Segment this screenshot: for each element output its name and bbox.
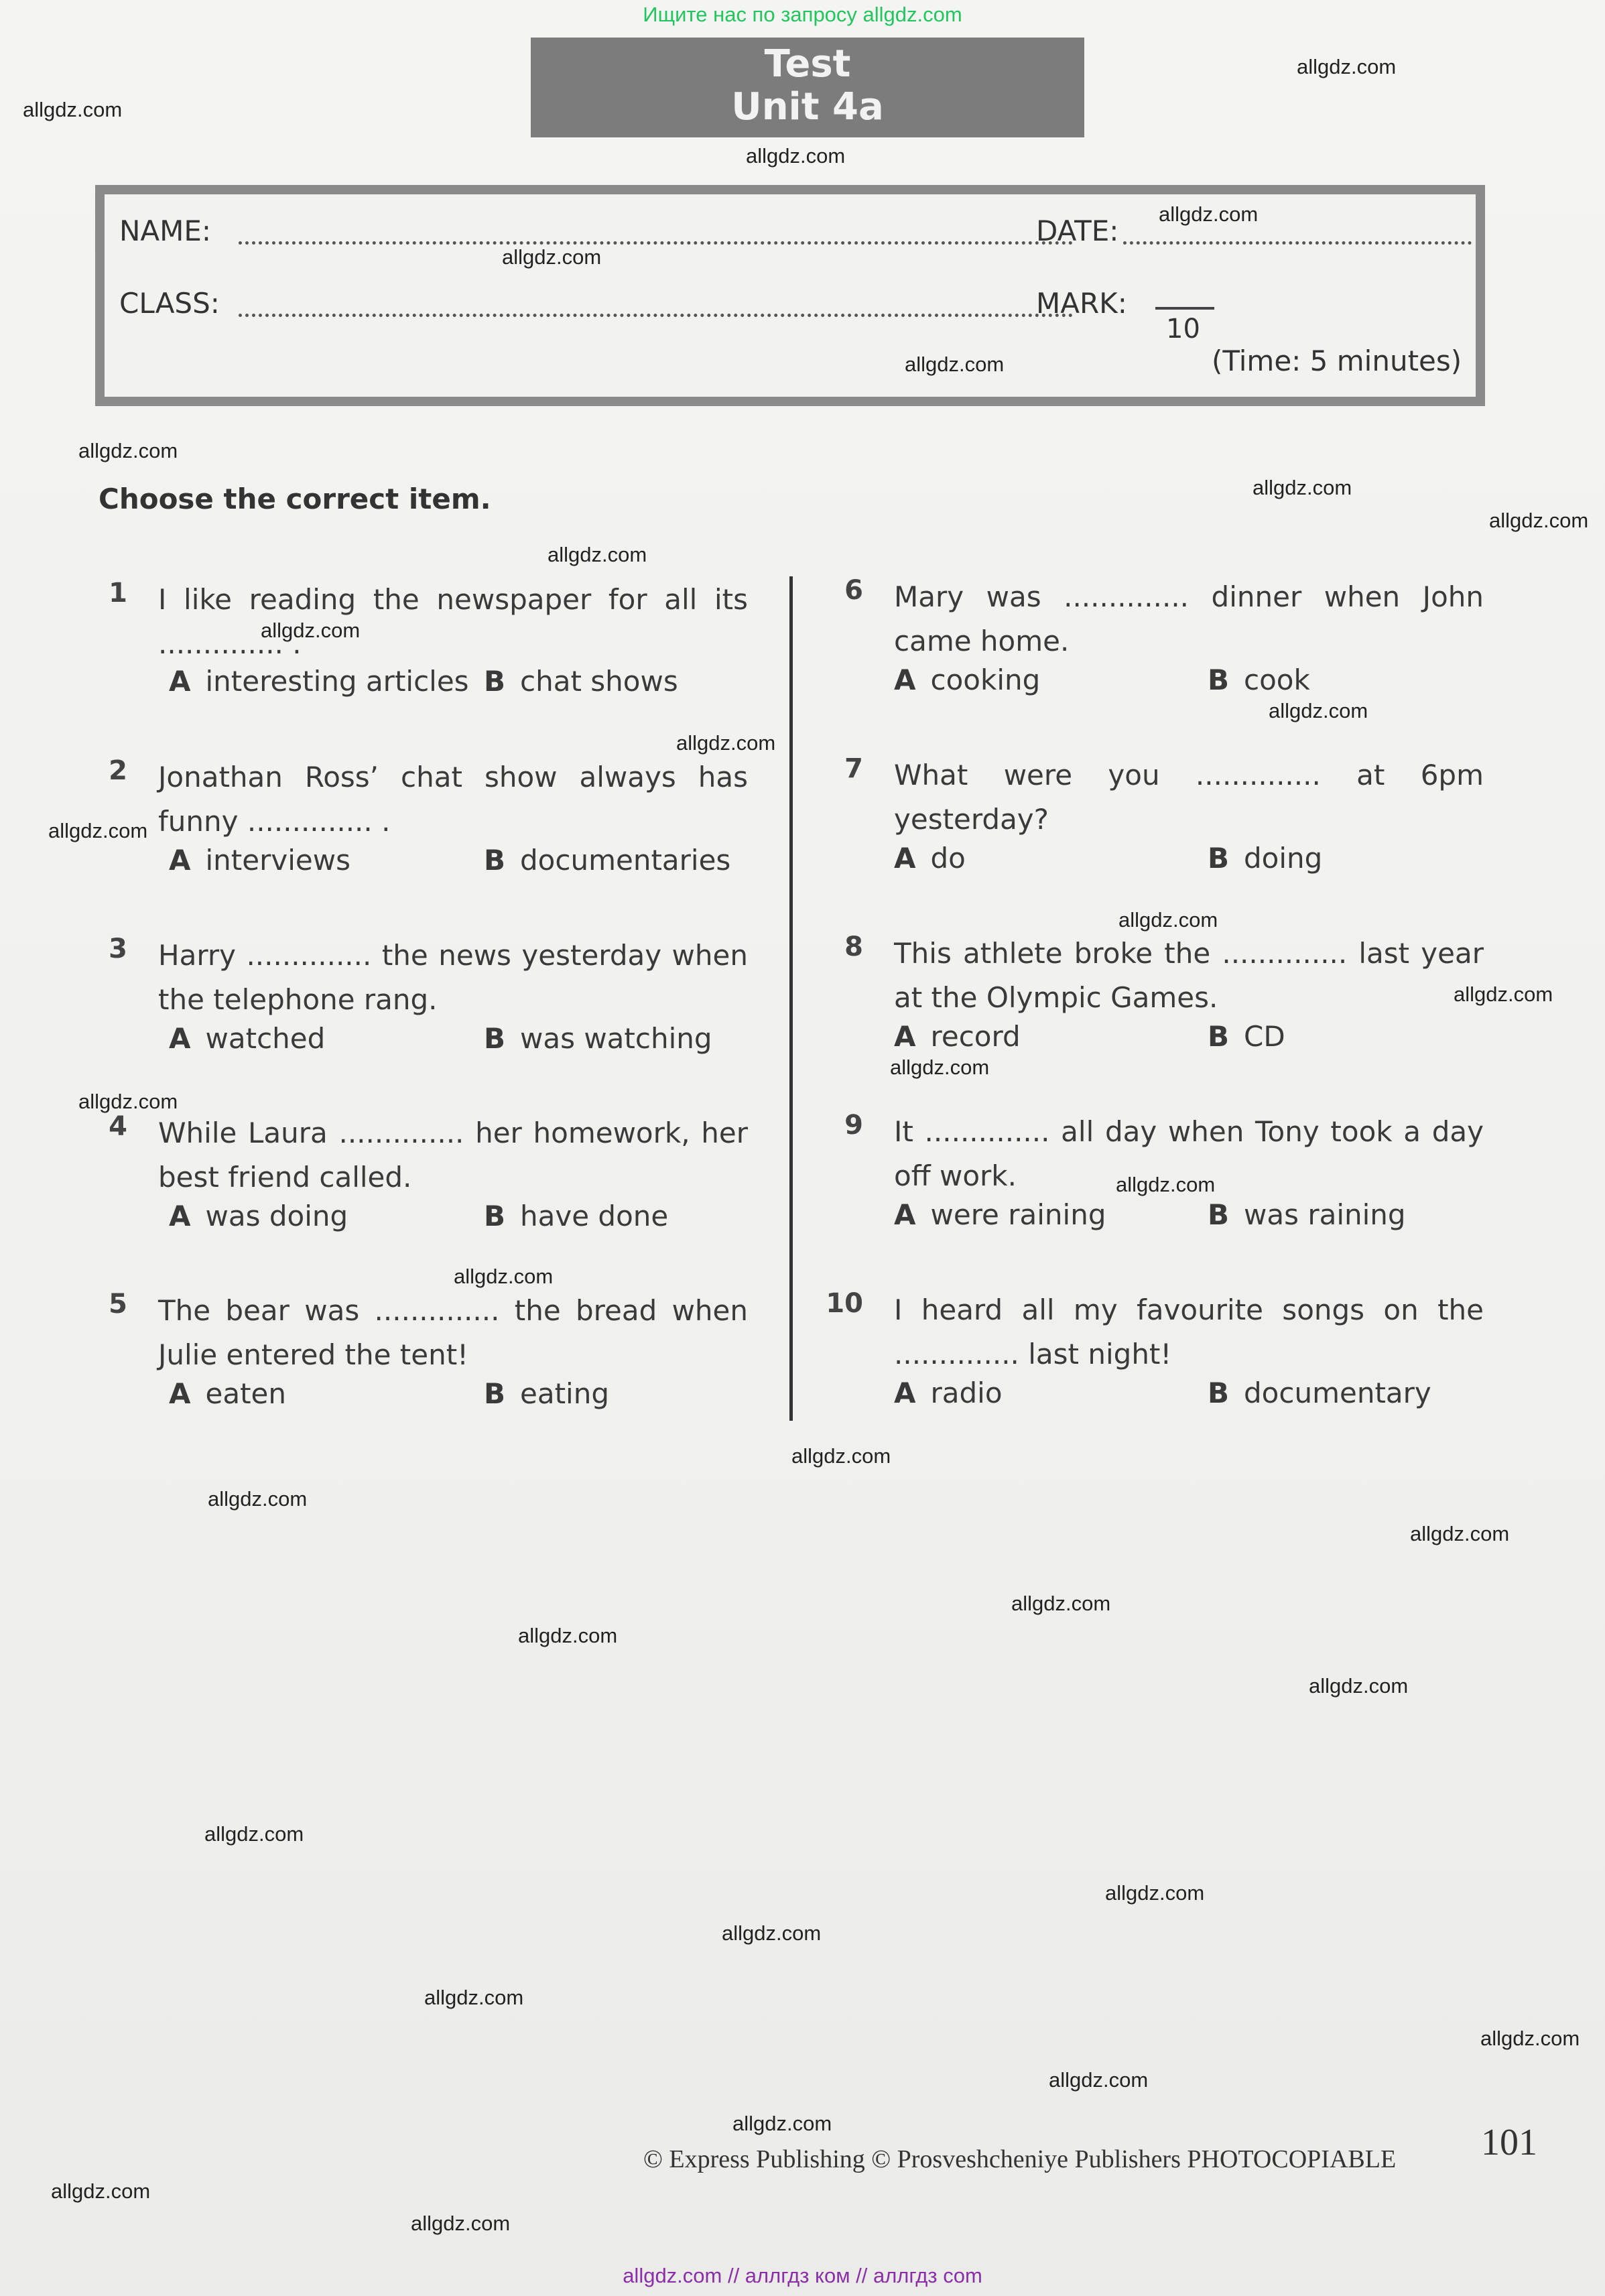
- option-letter: A: [894, 842, 916, 875]
- option-b[interactable]: [1208, 1198, 1406, 1231]
- option-text: eating: [520, 1377, 610, 1410]
- watermark: allgdz.com: [1309, 1674, 1409, 1698]
- option-text: cooking: [930, 663, 1041, 696]
- page-number: 101: [1481, 2122, 1537, 2163]
- option-text: record: [930, 1020, 1021, 1053]
- question-number: 2: [109, 755, 127, 786]
- watermark: allgdz.com: [1454, 982, 1553, 1006]
- watermark: allgdz.com: [78, 439, 178, 462]
- option-letter: B: [484, 1022, 506, 1055]
- question-number: 4: [109, 1111, 127, 1142]
- option-text: do: [930, 842, 966, 875]
- mark-field[interactable]: [1155, 307, 1214, 310]
- instruction-heading: Choose the correct item.: [99, 483, 491, 515]
- option-text: documentaries: [520, 844, 731, 877]
- mark-label: MARK:: [1036, 287, 1127, 320]
- time-note: (Time: 5 minutes): [1212, 344, 1462, 377]
- watermark: allgdz.com: [1049, 2068, 1149, 2092]
- column-divider: [789, 576, 793, 1421]
- date-field[interactable]: [1123, 241, 1472, 245]
- watermark: allgdz.com: [722, 1921, 822, 1945]
- option-text: eaten: [205, 1377, 287, 1410]
- watermark: allgdz.com: [23, 98, 123, 121]
- watermark: allgdz.com: [1253, 476, 1352, 499]
- option-letter: B: [484, 844, 506, 877]
- option-a[interactable]: [169, 844, 350, 877]
- watermark: allgdz.com: [732, 2112, 832, 2135]
- watermark: allgdz.com: [548, 543, 647, 566]
- option-letter: A: [169, 665, 191, 698]
- question-number: 1: [109, 578, 127, 609]
- option-letter: A: [894, 1198, 916, 1231]
- option-a[interactable]: [894, 842, 966, 875]
- option-letter: B: [1208, 1377, 1230, 1409]
- question-number: 6: [844, 575, 863, 606]
- option-letter: A: [169, 1377, 191, 1410]
- question-number: 10: [826, 1288, 863, 1319]
- watermark: allgdz.com: [454, 1265, 554, 1288]
- option-letter: A: [169, 1022, 191, 1055]
- watermark: allgdz.com: [791, 1444, 891, 1468]
- option-text: have done: [520, 1200, 669, 1232]
- mark-denominator: 10: [1166, 314, 1200, 344]
- watermark: allgdz.com: [208, 1487, 308, 1511]
- watermark: allgdz.com: [1297, 55, 1397, 78]
- option-letter: A: [169, 844, 191, 877]
- watermark: allgdz.com: [1480, 2027, 1580, 2050]
- option-b[interactable]: [484, 1200, 668, 1232]
- question-number: 8: [844, 932, 863, 962]
- option-a[interactable]: [169, 1377, 286, 1410]
- option-letter: A: [894, 1377, 916, 1409]
- question-text: This athlete broke the .............. last year at the Olympic Games.: [894, 937, 1484, 1014]
- option-letter: B: [1208, 1198, 1230, 1231]
- watermark: allgdz.com: [204, 1822, 304, 1846]
- option-text: cook: [1244, 663, 1310, 696]
- watermark: allgdz.com: [424, 1986, 524, 2009]
- class-label: CLASS:: [119, 287, 220, 320]
- option-a[interactable]: [894, 1198, 1106, 1231]
- option-a[interactable]: [169, 1200, 348, 1232]
- name-label: NAME:: [119, 214, 212, 247]
- watermark: allgdz.com: [1116, 1173, 1216, 1196]
- watermark: allgdz.com: [746, 144, 846, 168]
- question-text: It .............. all day when Tony took a day off work.: [894, 1115, 1484, 1192]
- option-text: documentary: [1244, 1377, 1431, 1409]
- date-label: DATE:: [1036, 214, 1119, 247]
- option-letter: B: [484, 1200, 506, 1232]
- option-b[interactable]: [1208, 1377, 1431, 1409]
- option-text: was watching: [520, 1022, 712, 1055]
- watermark: allgdz.com: [1489, 509, 1589, 532]
- question-number: 5: [109, 1289, 127, 1320]
- option-a[interactable]: [169, 665, 469, 698]
- student-info-box: [95, 185, 1485, 406]
- option-letter: A: [169, 1200, 191, 1232]
- title-line-2: Unit 4a: [731, 85, 884, 129]
- option-b[interactable]: [484, 1377, 609, 1410]
- option-text: doing: [1244, 842, 1323, 875]
- question-number: 9: [844, 1110, 863, 1141]
- option-letter: A: [894, 1020, 916, 1053]
- option-b[interactable]: [484, 665, 678, 698]
- option-b[interactable]: [484, 844, 730, 877]
- question-text: I heard all my favourite songs on the .............. last night!: [894, 1293, 1484, 1370]
- watermark: allgdz.com: [890, 1056, 990, 1079]
- option-a[interactable]: [894, 1377, 1003, 1409]
- option-text: was raining: [1244, 1198, 1406, 1231]
- name-field[interactable]: [239, 241, 1073, 245]
- watermark: allgdz.com: [78, 1090, 178, 1113]
- bottom-banner[interactable]: allgdz.com // аллгдз ком // аллгдз com: [623, 2264, 982, 2287]
- option-text: interesting articles: [205, 665, 469, 698]
- option-text: CD: [1244, 1020, 1285, 1053]
- option-text: was doing: [205, 1200, 348, 1232]
- watermark: allgdz.com: [411, 2212, 511, 2235]
- question-text: What were you .............. at 6pm yesterday?: [894, 759, 1484, 836]
- option-a[interactable]: [894, 663, 1040, 696]
- option-b[interactable]: [484, 1022, 712, 1055]
- watermark: allgdz.com: [48, 819, 148, 842]
- option-text: were raining: [930, 1198, 1106, 1231]
- option-text: radio: [930, 1377, 1003, 1409]
- watermark: allgdz.com: [1269, 699, 1368, 722]
- question-number: 7: [844, 753, 863, 784]
- question-text: Jonathan Ross’ chat show always has funny .............. .: [158, 761, 748, 838]
- option-b[interactable]: [1208, 842, 1322, 875]
- class-field[interactable]: [239, 314, 1073, 317]
- watermark: allgdz.com: [676, 731, 776, 755]
- question-number: 3: [109, 934, 127, 964]
- option-a[interactable]: [169, 1022, 325, 1055]
- option-letter: B: [1208, 1020, 1230, 1053]
- option-text: chat shows: [520, 665, 678, 698]
- question-text: Harry .............. the news yesterday when the telephone rang.: [158, 939, 748, 1016]
- option-b[interactable]: [1208, 1020, 1285, 1053]
- watermark: allgdz.com: [1410, 1522, 1510, 1545]
- option-letter: B: [1208, 663, 1230, 696]
- question-text: I like reading the newspaper for all its .............. .: [158, 583, 748, 660]
- option-letter: B: [484, 1377, 506, 1410]
- watermark: allgdz.com: [502, 245, 602, 269]
- option-letter: A: [894, 663, 916, 696]
- option-a[interactable]: [894, 1020, 1021, 1053]
- watermark: allgdz.com: [1011, 1592, 1111, 1615]
- watermark: allgdz.com: [518, 1624, 618, 1647]
- top-banner[interactable]: Ищите нас по запросу allgdz.com: [643, 3, 962, 26]
- watermark: allgdz.com: [261, 619, 361, 642]
- option-letter: B: [1208, 842, 1230, 875]
- publisher-credit: © Express Publishing © Prosveshcheniye Publishers PHOTOCOPIABLE: [643, 2145, 1397, 2173]
- question-text: While Laura .............. her homework, her best friend called.: [158, 1117, 748, 1194]
- option-text: watched: [205, 1022, 326, 1055]
- option-b[interactable]: [1208, 663, 1310, 696]
- option-letter: B: [484, 665, 506, 698]
- watermark: allgdz.com: [1118, 908, 1218, 932]
- test-title-box: [531, 38, 1084, 137]
- watermark: allgdz.com: [905, 353, 1005, 376]
- watermark: allgdz.com: [1105, 1881, 1205, 1905]
- title-line-1: Test: [764, 42, 851, 86]
- question-text: Mary was .............. dinner when John came home.: [894, 580, 1484, 657]
- question-text: The bear was .............. the bread when Julie entered the tent!: [158, 1294, 748, 1371]
- watermark: allgdz.com: [1159, 202, 1259, 226]
- option-text: interviews: [205, 844, 350, 877]
- watermark: allgdz.com: [51, 2179, 151, 2203]
